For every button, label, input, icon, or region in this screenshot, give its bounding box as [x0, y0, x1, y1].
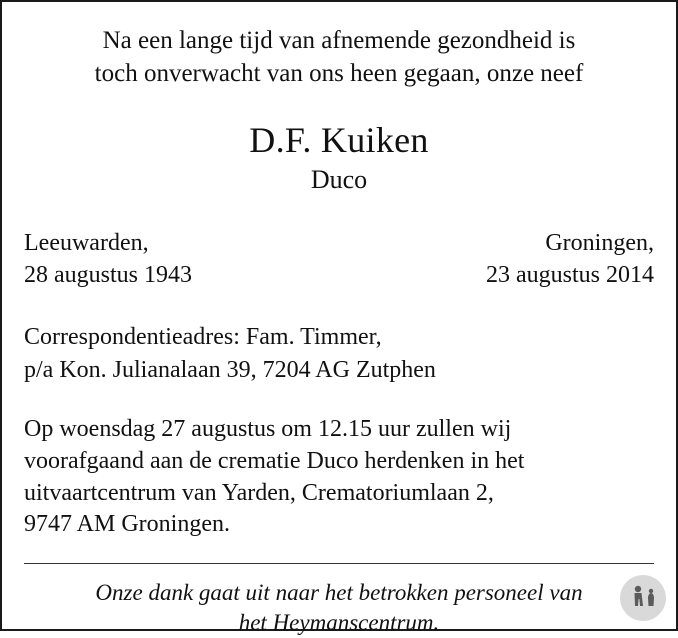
intro-text — [24, 24, 654, 91]
address-line: p/a Kon. Julianalaan 39, 7204 AG Zutphen — [24, 356, 436, 383]
death-date: 23 augustus 2014 — [486, 261, 654, 288]
deceased-nickname: Duco — [310, 165, 368, 195]
place-row — [24, 227, 654, 259]
name-block — [24, 121, 654, 197]
birth-death-block — [24, 227, 654, 292]
thanks-line: het Heymanscentrum. — [238, 609, 440, 635]
birth-date: 28 augustus 1943 — [24, 261, 192, 288]
deceased-name: D.F. Kuiken — [249, 119, 429, 160]
correspondence-address — [24, 321, 654, 386]
ceremony-line: Op woensdag 27 augustus om 12.15 uur zullen wij — [24, 416, 512, 443]
intro-line: toch onverwacht van ons heen gegaan, onze neef — [94, 60, 584, 88]
intro-line: Na een lange tijd van afnemende gezondheid is — [102, 27, 576, 54]
address-line: Correspondentieadres: Fam. Timmer, — [24, 324, 382, 351]
section-divider — [24, 563, 654, 564]
mourning-figure-icon — [620, 575, 666, 621]
ceremony-line: voorafgaand aan de crematie Duco herdenken in het — [24, 447, 525, 474]
ceremony-line: 9747 AM Groningen. — [24, 511, 230, 538]
thanks-line: Onze dank gaat uit naar het betrokken personeel van — [95, 579, 583, 605]
thanks-text — [24, 578, 654, 638]
ceremony-line: uitvaartcentrum van Yarden, Crematoriumlaan 2, — [24, 479, 494, 506]
date-row — [24, 259, 654, 291]
ceremony-details — [24, 414, 654, 541]
birth-place: Leeuwarden, — [24, 229, 149, 256]
death-place: Groningen, — [545, 229, 654, 256]
